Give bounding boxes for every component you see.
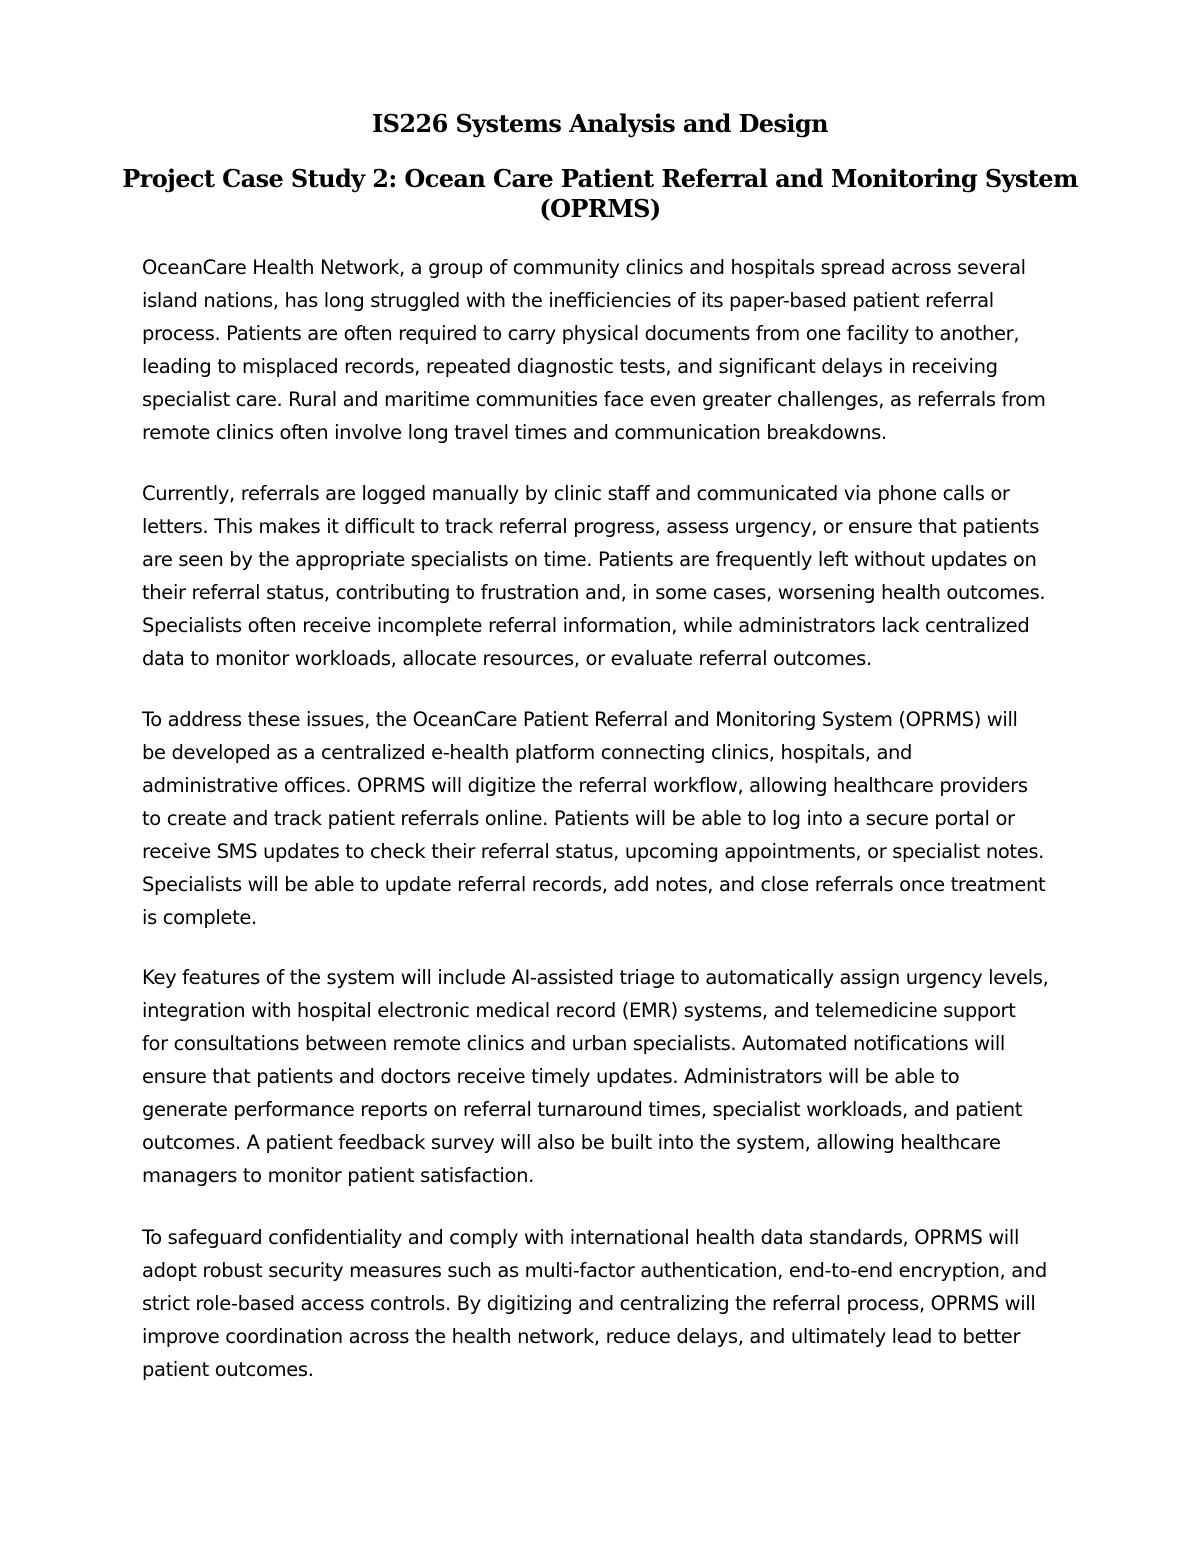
paragraph-background: [142, 251, 1072, 449]
paragraph-current-situation: [142, 477, 1072, 675]
text-line: outcomes. A patient feedback survey will also be built into the system, allowing healthcare: [142, 1131, 1001, 1154]
text-line: be developed as a centralized e-health platform connecting clinics, hospitals, and: [142, 741, 913, 764]
text-line: data to monitor workloads, allocate resources, or evaluate referral outcomes.: [142, 647, 872, 670]
course-title: IS226 Systems Analysis and Design: [372, 109, 828, 138]
text-line: ensure that patients and doctors receive timely updates. Administrators will be able to: [142, 1065, 960, 1088]
text-line: OceanCare Health Network, a group of community clinics and hospitals spread across several: [142, 256, 1026, 279]
paragraph-proposed-system: [142, 703, 1072, 934]
text-line: patient outcomes.: [142, 1358, 314, 1381]
paragraph-key-features: [142, 961, 1072, 1192]
text-line: to create and track patient referrals online. Patients will be able to log into a secure portal or: [142, 807, 1015, 830]
text-line: managers to monitor patient satisfaction.: [142, 1164, 534, 1187]
text-line: Specialists often receive incomplete referral information, while administrators lack centralized: [142, 614, 1030, 637]
text-line: To safeguard confidentiality and comply with international health data standards, OPRMS will: [142, 1226, 1020, 1249]
text-line: specialist care. Rural and maritime communities face even greater challenges, as referrals from: [142, 388, 1046, 411]
text-line: strict role-based access controls. By digitizing and centralizing the referral process, OPRMS will: [142, 1292, 1036, 1315]
text-line: process. Patients are often required to carry physical documents from one facility to another,: [142, 322, 1020, 345]
text-line: To address these issues, the OceanCare Patient Referral and Monitoring System (OPRMS) will: [142, 708, 1018, 731]
text-line: receive SMS updates to check their referral status, upcoming appointments, or specialist notes.: [142, 840, 1045, 863]
text-line: adopt robust security measures such as multi-factor authentication, end-to-end encryption, and: [142, 1259, 1047, 1282]
text-line: Key features of the system will include AI-assisted triage to automatically assign urgency levels,: [142, 966, 1049, 989]
text-line: are seen by the appropriate specialists on time. Patients are frequently left without updates on: [142, 548, 1037, 571]
text-line: administrative offices. OPRMS will digitize the referral workflow, allowing healthcare providers: [142, 774, 1028, 797]
case-study-title-line-2: (OPRMS): [539, 194, 661, 223]
text-line: Currently, referrals are logged manually by clinic staff and communicated via phone calls or: [142, 482, 1010, 505]
text-line: for consultations between remote clinics and urban specialists. Automated notifications will: [142, 1032, 1005, 1055]
text-line: letters. This makes it difficult to track referral progress, assess urgency, or ensure that patients: [142, 515, 1040, 538]
text-line: their referral status, contributing to frustration and, in some cases, worsening health outcomes.: [142, 581, 1046, 604]
text-line: integration with hospital electronic medical record (EMR) systems, and telemedicine support: [142, 999, 1016, 1022]
text-line: remote clinics often involve long travel times and communication breakdowns.: [142, 421, 887, 444]
case-study-title: [0, 164, 1200, 224]
case-study-title-line-1: Project Case Study 2: Ocean Care Patient Referral and Monitoring System: [122, 164, 1078, 193]
paragraph-security: [142, 1221, 1072, 1386]
text-line: leading to misplaced records, repeated diagnostic tests, and significant delays in receiving: [142, 355, 998, 378]
text-line: Specialists will be able to update referral records, add notes, and close referrals once treatment: [142, 873, 1046, 896]
text-line: generate performance reports on referral turnaround times, specialist workloads, and patient: [142, 1098, 1023, 1121]
text-line: island nations, has long struggled with the inefficiencies of its paper-based patient referral: [142, 289, 994, 312]
text-line: is complete.: [142, 906, 257, 929]
text-line: improve coordination across the health network, reduce delays, and ultimately lead to better: [142, 1325, 1021, 1348]
